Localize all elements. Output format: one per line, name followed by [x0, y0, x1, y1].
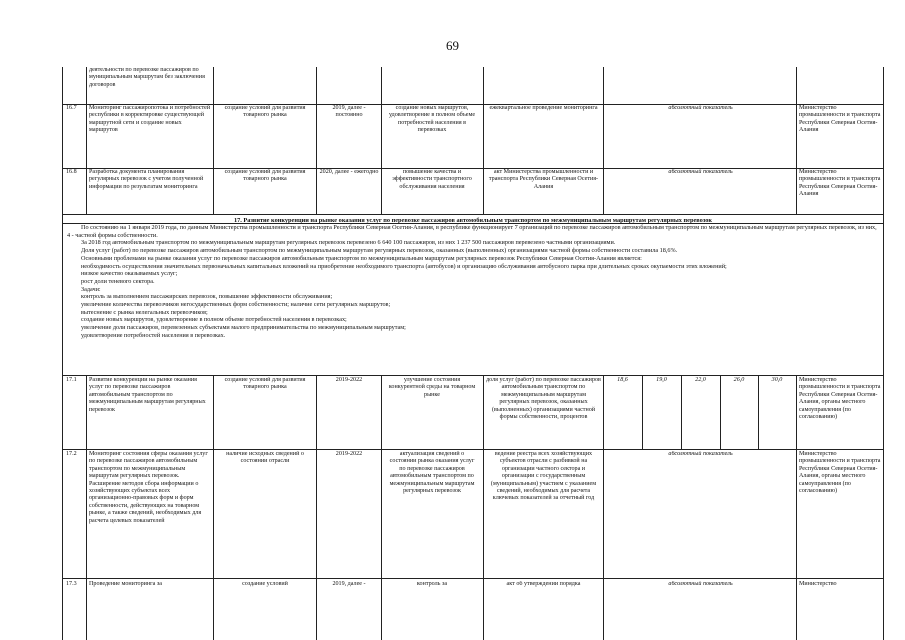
table-cell-deadline: 2019, далее - постоянно	[332, 105, 366, 119]
table-cell-measure: Мониторинг состояния сферы оказания услуг по перевозке пассажиров автомобильным транспортом по межмуниципальным маршрутам регулярных перевозок. Расширение методов сбора информации о хозяйствующих субъектах всех организационно-правовых форм и форм собственности, действующих на товарном рынке, а также сведений, необходимых для расчета целевых показателей	[89, 451, 208, 524]
table-cell-responsible: Министерство промышленности и транспорта Республики Северная Осетия-Алания, органы местного самоуправления (по согласованию)	[799, 451, 881, 495]
table-cell-document: ежеквартальное проведение мониторинга	[489, 105, 598, 111]
table-cell-indicator: абсолютный показатель	[668, 451, 733, 457]
document-table	[62, 67, 884, 640]
paragraph: Основными проблемами на рынке оказания услуг по перевозке пассажиров автомобильным транспортом по межмуниципальным маршрутам регулярных перевозок Республики Северная Осетия-Алания является:	[81, 254, 642, 262]
table-cell-document: ведение реестра всех хозяйствующих субъектов отрасли с разбивкой на организации частного сектора и организации с государственным (муниципальным) участием с указанием сведений, необходимых для расчета ключевых показателей за отчетный год	[490, 451, 597, 502]
table-cell-deadline: 2019, далее -	[332, 581, 366, 587]
table-cell-task: создание условий для развития товарного рынка	[224, 105, 306, 119]
paragraph: удовлетворение потребностей населения в перевозках.	[81, 331, 226, 339]
table-cell-responsible: Министерство промышленности и транспорта Республики Северная Осетия-Алания	[799, 169, 881, 198]
page-number: 69	[446, 38, 459, 53]
table-cell-measure: Мониторинг пассажиропотока и потребностей республики в корректировке существующей маршрутной сети и создание новых маршрутов	[89, 105, 211, 134]
table-cell-indicator: абсолютный показатель	[668, 581, 733, 587]
section-title: 17. Развитие конкуренции на рынке оказания услуг по перевозке пассажиров автомобильным транспортом по межмуниципальным маршрутам регулярных перевозок	[233, 217, 713, 224]
value-2022: 30,0	[771, 377, 783, 383]
table-cell-task: создание условий для развития товарного рынка	[224, 169, 306, 183]
paragraph: Доля услуг (работ) по перевозке пассажиров автомобильным транспортом по межмуниципальным маршрутам регулярных перевозок, оказанных (выполненных) организациями частной формы собственности составила 18,6%.	[81, 247, 678, 255]
paragraph: За 2018 год автомобильным транспортом по межмуниципальным маршрутам регулярных перевозок перевезено 6 640 100 пассажиров, из них 1 237 500 пассажиров перевезено частными организациями.	[81, 239, 616, 247]
paragraph: По состоянию на 1 января 2019 года, по данным Министерства промышленности и транспорта Республики Северная Осетия-Алания, в республике функционирует 7 организаций по перевозке пассажиров автомобильным транспортом по межмуниципальным маршрутам регулярных перевозок, из них, 4 - частной формы собственности.	[67, 224, 877, 239]
paragraph: Задачи:	[81, 285, 101, 293]
table-cell-result: контроль за	[416, 581, 448, 587]
paragraph: создание новых маршрутов, удовлетворение в полном объеме потребностей населения в перевозках;	[81, 316, 347, 324]
table-cell-result: улучшение состояния конкурентной среды на товарном рынке	[388, 377, 476, 398]
paragraph: необходимость осуществления значительных первоначальных капитальных вложений на приобретение необходимого транспорта (автобусов) и организацию обслуживания автобусного парка при длительных сроках окупаемости этих вложений;	[81, 262, 727, 270]
value-2019: 19,0	[656, 377, 667, 383]
table-cell-deadline: 2020, далее - ежегодно	[319, 169, 379, 175]
table-cell-document: акт об утверждении порядка	[506, 581, 581, 587]
table-cell-task: наличие исходных сведений о состоянии отрасли	[226, 451, 304, 465]
paragraph: рост доли теневого сектора.	[81, 277, 155, 285]
paragraph: увеличение количества перевозчиков негосударственных форм собственности; наличие сети регулярных маршрутов;	[81, 301, 391, 309]
value-2020: 22,0	[695, 377, 706, 383]
paragraph: контроль за выполнением пассажирских перевозок, повышение эффективности обслуживания;	[81, 293, 333, 301]
table-cell-task: создание условий	[242, 581, 288, 587]
section-narrative	[67, 224, 879, 340]
paragraph: вытеснение с рынка нелегальных перевозчиков;	[81, 308, 208, 316]
table-cell-number: 17.3	[66, 581, 77, 587]
table-cell-number: 16.7	[66, 105, 77, 111]
table-cell-measure: Проведение мониторинга за	[89, 581, 162, 587]
table-cell-task: создание условий для развития товарного рынка	[224, 377, 306, 391]
table-cell-number: 17.1	[66, 377, 77, 383]
table-cell-result: создание новых маршрутов, удовлетворение в полном объеме потребностей населения в перевозках	[388, 105, 476, 134]
table-cell-document: акт Министерства промышленности и транспорта Республики Северная Осетия-Алания	[488, 169, 599, 190]
table-cell-result: актуализация сведений о состоянии рынка оказания услуг по перевозке пассажиров автомобильным транспортом по межмуниципальным маршрутам регулярных перевозок	[389, 451, 475, 495]
table-cell-deadline: 2019-2022	[335, 377, 363, 383]
table-cell-responsible: Министерство промышленности и транспорта Республики Северная Осетия-Алания, органы местного самоуправления (по согласованию)	[799, 377, 881, 421]
table-cell-deadline: 2019-2022	[335, 451, 363, 457]
table-cell-number: 16.8	[66, 169, 77, 175]
table-cell-indicator: абсолютный показатель	[668, 105, 733, 111]
table-cell-responsible: Министерство	[799, 581, 837, 587]
paragraph: низкое качество оказываемых услуг;	[81, 270, 178, 278]
top-band	[63, 67, 883, 215]
table-cell-result: повышение качества и эффективности транспортного обслуживания населения	[392, 169, 472, 190]
bottom-band	[63, 375, 883, 640]
value-2021: 26,0	[733, 377, 745, 383]
value-2018: 18,6	[617, 377, 628, 383]
table-cell-responsible: Министерство промышленности и транспорта Республики Северная Осетия-Алания	[799, 105, 881, 134]
table-cell-measure: Разработка документа планирования регулярных перевозок с учетом полученной информации по результатам мониторинга	[89, 169, 204, 190]
table-cell-measure: Развитие конкуренции на рынке оказания услуг по перевозке пассажиров автомобильным транспортом по межмуниципальным маршрутам регулярных перевозок	[89, 377, 206, 413]
paragraph: увеличение доли пассажиров, перевезенных субъектами малого предпринимательства по межмуниципальным маршрутам;	[81, 324, 406, 332]
table-cell-number: 17.2	[66, 451, 77, 457]
table-cell-document: доля услуг (работ) по перевозке пассажиров автомобильным транспортом по межмуниципальным маршрутам регулярных перевозок, оказанных (выполненных) организациями частной формы собственности, процентов	[486, 377, 601, 421]
table-cell-measure: деятельности по перевозке пассажиров по муниципальным маршрутам без заключения договоров	[89, 67, 205, 88]
table-cell-indicator: абсолютный показатель	[668, 169, 733, 175]
